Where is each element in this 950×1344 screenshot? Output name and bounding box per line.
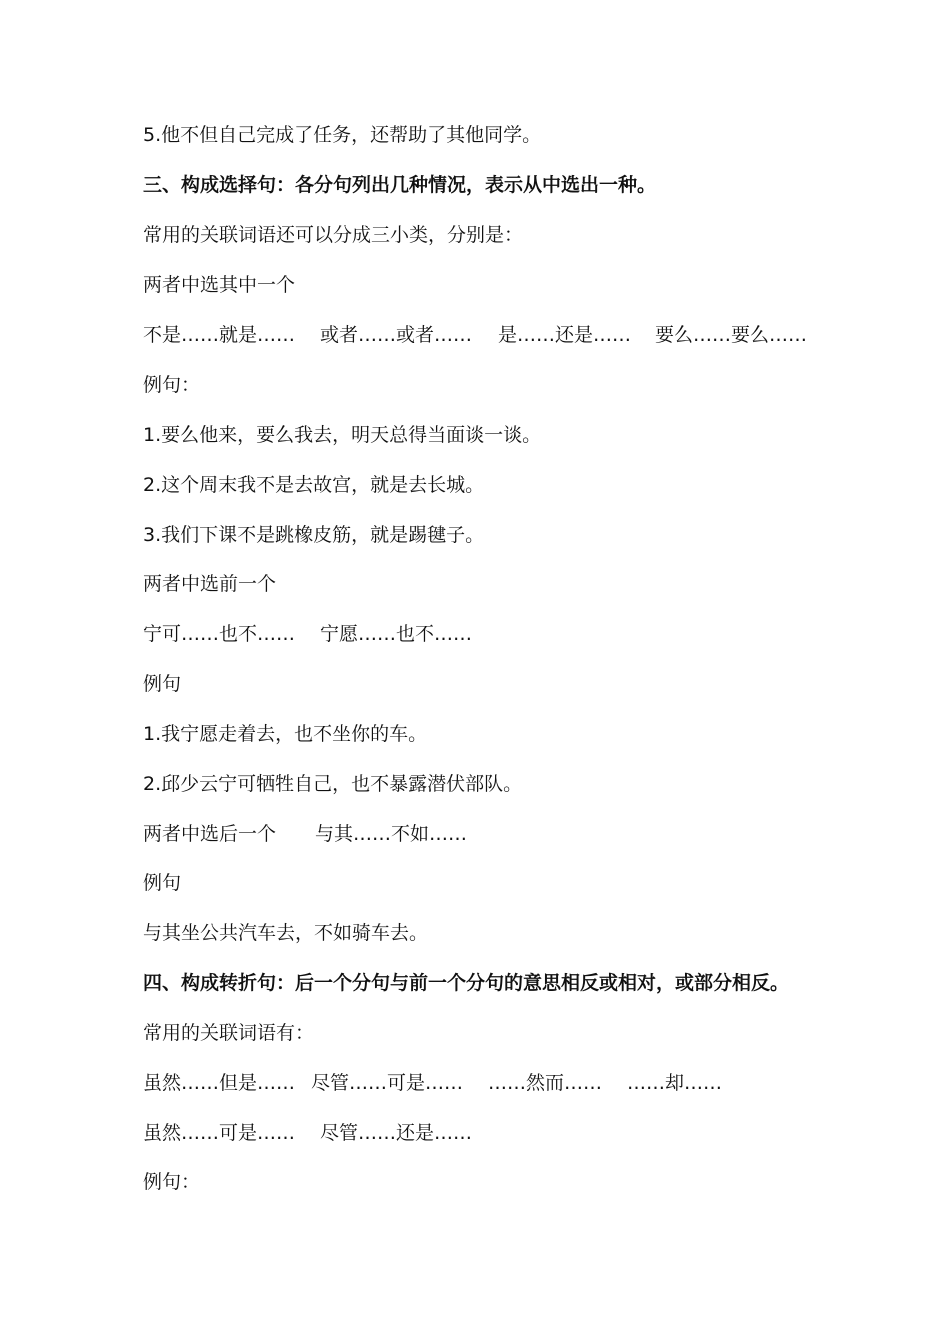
conjunction-item: 或者……或者…… <box>320 324 473 346</box>
conjunction-item: 宁愿……也不…… <box>320 623 473 645</box>
conjunction-item: 是……还是…… <box>498 324 632 346</box>
conjunction-item: ……然而…… <box>488 1072 603 1094</box>
example-sentence: 3.我们下课不是跳橡皮筋，就是踢毽子。 <box>143 524 485 546</box>
section-intro: 常用的关联词语还可以分成三小类，分别是： <box>143 224 524 246</box>
example-sentence: 2.邱少云宁可牺牲自己，也不暴露潜伏部队。 <box>143 773 523 795</box>
section-heading: 四、构成转折句：后一个分句与前一个分句的意思相反或相对，或部分相反。 <box>143 972 790 994</box>
example-sentence: 5.他不但自己完成了任务，还帮助了其他同学。 <box>143 124 542 146</box>
section-heading: 三、构成选择句：各分句列出几种情况，表示从中选出一种。 <box>143 174 657 196</box>
conjunction-row <box>143 620 543 648</box>
conjunction-item: 不是……就是…… <box>143 324 296 346</box>
conjunction-row <box>143 1119 543 1147</box>
group-title-row <box>143 820 543 848</box>
conjunction-item: 要么……要么…… <box>655 324 808 346</box>
examples-label: 例句： <box>143 374 201 396</box>
conjunction-item: 宁可……也不…… <box>143 623 296 645</box>
conjunction-row <box>143 1069 793 1097</box>
group-title: 两者中选前一个 <box>143 573 277 595</box>
example-sentence: 1.要么他来，要么我去，明天总得当面谈一谈。 <box>143 424 542 446</box>
examples-label: 例句 <box>143 872 182 894</box>
conjunction-item: 尽管……可是…… <box>311 1072 464 1094</box>
examples-label: 例句： <box>143 1171 201 1193</box>
example-sentence: 与其坐公共汽车去，不如骑车去。 <box>143 922 429 944</box>
conjunction-item: 与其……不如…… <box>315 823 468 845</box>
conjunction-item: 虽然……但是…… <box>143 1072 296 1094</box>
conjunction-item: ……却…… <box>627 1072 723 1094</box>
example-sentence: 1.我宁愿走着去，也不坐你的车。 <box>143 723 428 745</box>
examples-label: 例句 <box>143 673 182 695</box>
group-title: 两者中选其中一个 <box>143 274 296 296</box>
conjunction-row <box>143 321 843 349</box>
group-title: 两者中选后一个 <box>143 823 277 845</box>
conjunction-item: 虽然……可是…… <box>143 1122 296 1144</box>
section-intro: 常用的关联词语有： <box>143 1022 315 1044</box>
conjunction-item: 尽管……还是…… <box>320 1122 473 1144</box>
example-sentence: 2.这个周末我不是去故宫，就是去长城。 <box>143 474 485 496</box>
